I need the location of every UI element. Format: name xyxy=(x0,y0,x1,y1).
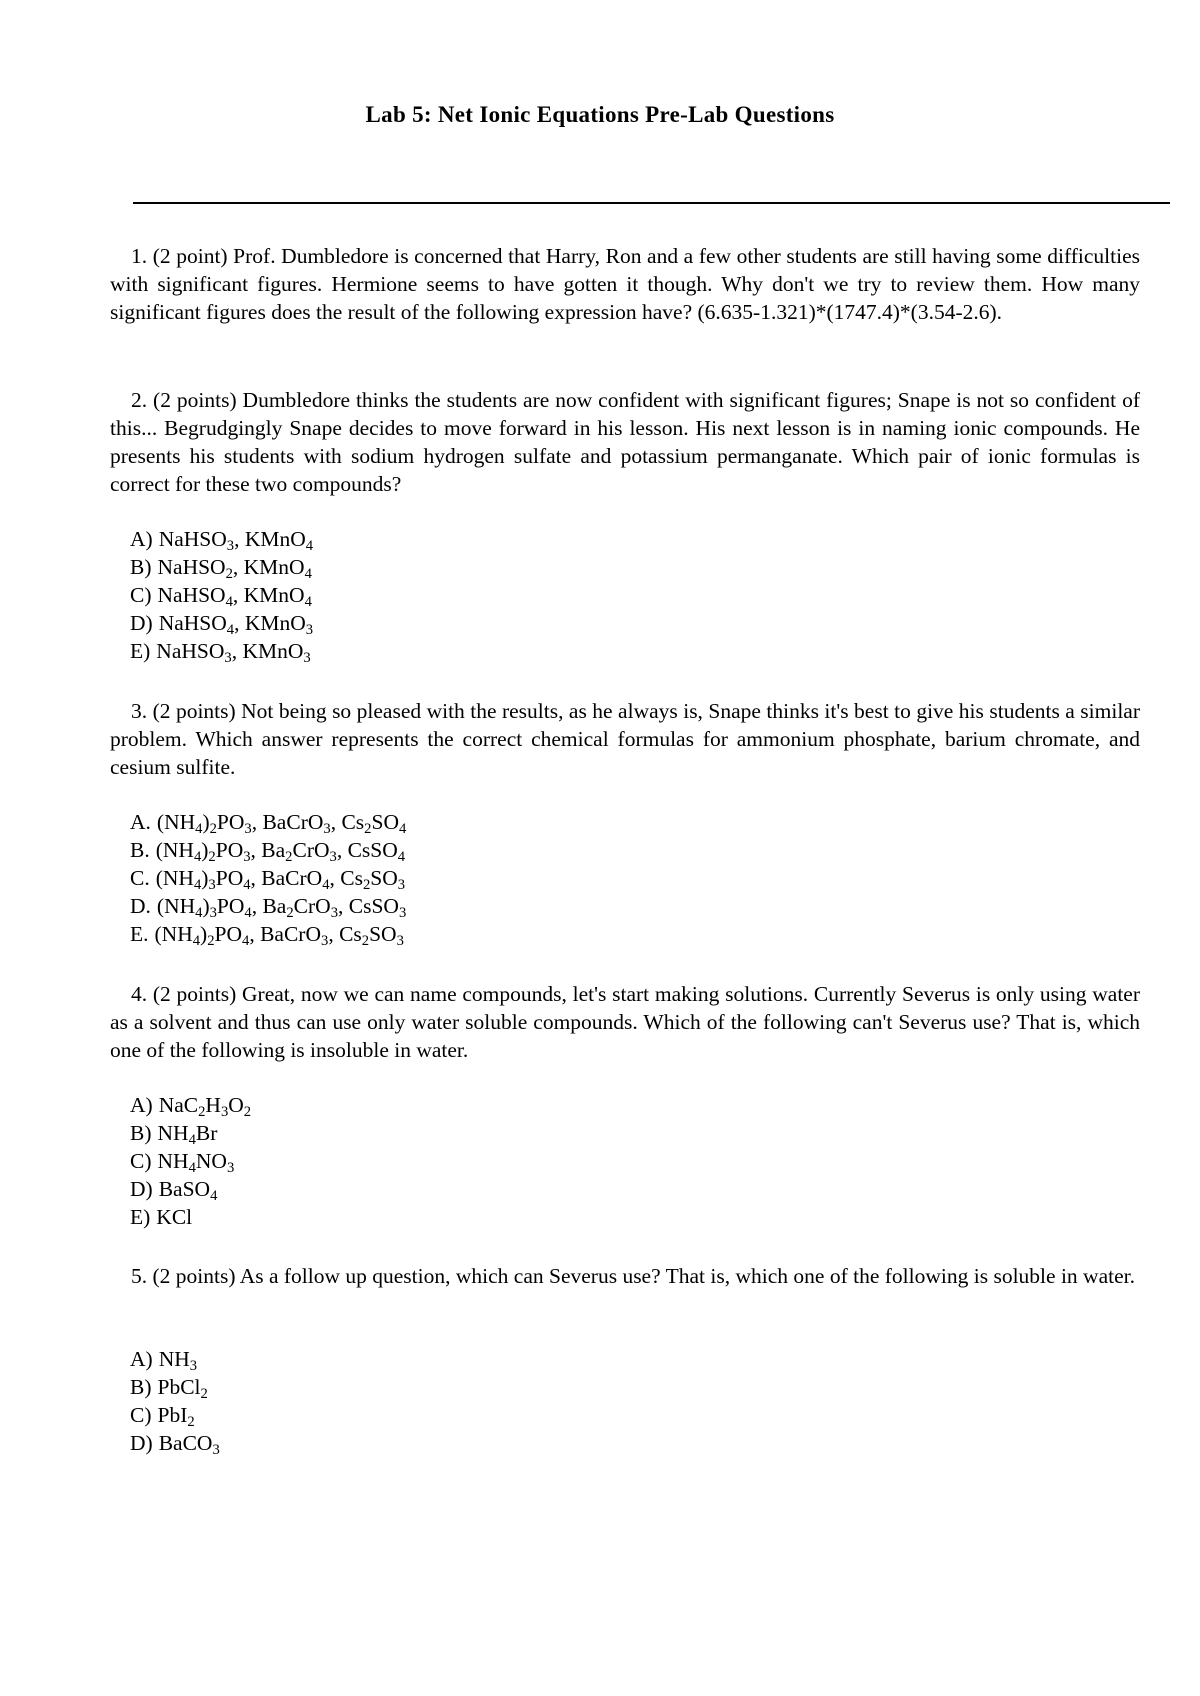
formula-subscript: 2 xyxy=(285,849,293,866)
answer-option xyxy=(130,1119,251,1147)
option-label: A) xyxy=(130,1093,153,1117)
formula-subscript: 4 xyxy=(244,905,252,922)
formula-text: BaCO xyxy=(158,1431,213,1455)
formula-subscript: 4 xyxy=(226,622,235,639)
option-label: B) xyxy=(130,1375,152,1399)
formula-subscript: 4 xyxy=(195,905,203,922)
formula-text: , Cs xyxy=(328,922,362,946)
option-label: E. xyxy=(130,922,149,946)
formula-text: , Ba xyxy=(251,894,287,918)
formula-subscript: 3 xyxy=(397,877,406,894)
formula-text: , CsSO xyxy=(336,838,398,862)
formula-text: (NH xyxy=(156,894,196,918)
formula-subscript: 4 xyxy=(188,1132,196,1149)
formula-text: PO xyxy=(214,922,243,946)
formula-subscript: 4 xyxy=(242,933,250,950)
formula-subscript: 2 xyxy=(187,1414,195,1431)
formula-text: , BaCrO xyxy=(251,810,324,834)
formula-text: SO xyxy=(370,866,398,890)
formula-text: BaSO xyxy=(158,1177,211,1201)
formula-subscript: 3 xyxy=(243,849,251,866)
formula-text: , CsSO xyxy=(338,894,399,918)
option-label: D) xyxy=(130,1431,153,1455)
formula-subscript: 3 xyxy=(220,1104,229,1121)
formula-subscript: 4 xyxy=(304,566,312,583)
chemical-formula xyxy=(156,1205,192,1229)
formula-text: , KMnO xyxy=(234,527,306,551)
chemical-formula xyxy=(156,810,407,838)
option-label: B. xyxy=(130,838,150,862)
answer-option xyxy=(130,581,313,609)
formula-subscript: 3 xyxy=(321,933,329,950)
formula-subscript: 2 xyxy=(286,905,294,922)
formula-text: , Cs xyxy=(329,866,363,890)
formula-subscript: 3 xyxy=(209,905,217,922)
option-label: D) xyxy=(130,611,153,635)
formula-text: NH xyxy=(157,1149,189,1173)
option-label: E) xyxy=(130,1205,151,1229)
answer-option xyxy=(130,609,313,637)
formula-text: SO xyxy=(369,922,397,946)
question-2-text: 2. (2 points) Dumbledore thinks the students are now confident with significant figures; Snape is not so confident of this... Begrudgingly Snape decides to move forward in his lesson. His next lesson is in naming ionic compounds. He presents his students with sodium hydrogen sulfate and potassium permanganate. Which pair of ionic formulas is correct for these two compounds? xyxy=(110,388,1140,496)
option-label: C) xyxy=(130,583,152,607)
formula-subscript: 2 xyxy=(208,849,216,866)
option-label: B) xyxy=(130,555,152,579)
chemical-formula xyxy=(157,555,312,583)
answer-option xyxy=(130,525,313,553)
chemical-formula xyxy=(158,1177,218,1205)
option-label: A) xyxy=(130,527,153,551)
formula-subscript: 4 xyxy=(243,877,251,894)
formula-text: NaHSO xyxy=(156,639,225,663)
formula-subscript: 3 xyxy=(398,905,407,922)
question-4-options xyxy=(130,1091,251,1231)
chemical-formula xyxy=(158,1093,252,1121)
formula-subscript: 2 xyxy=(364,821,372,838)
formula-subscript: 3 xyxy=(330,905,339,922)
formula-subscript: 3 xyxy=(189,1358,198,1375)
option-label: A) xyxy=(130,1347,153,1371)
formula-subscript: 4 xyxy=(304,594,312,611)
formula-text: , Ba xyxy=(250,838,286,862)
chemical-formula xyxy=(158,1431,220,1459)
answer-option xyxy=(130,836,406,864)
formula-subscript: 2 xyxy=(209,821,217,838)
formula-text: PO xyxy=(215,866,244,890)
answer-option xyxy=(130,553,313,581)
formula-subscript: 4 xyxy=(305,538,314,555)
answer-option xyxy=(130,920,406,948)
formula-text: , KMnO xyxy=(231,639,304,663)
chemical-formula xyxy=(157,1149,235,1177)
formula-text: (NH xyxy=(155,838,194,862)
formula-subscript: 2 xyxy=(362,877,371,894)
formula-subscript: 3 xyxy=(329,849,337,866)
formula-text: ) xyxy=(200,922,208,946)
option-label: D. xyxy=(130,894,151,918)
question-5-options xyxy=(130,1345,220,1457)
formula-subscript: 4 xyxy=(322,877,330,894)
formula-text: PO xyxy=(215,838,244,862)
formula-text: PbCl xyxy=(157,1375,201,1399)
formula-text: NH xyxy=(158,1347,190,1371)
answer-option xyxy=(130,1373,220,1401)
formula-text: PO xyxy=(216,810,245,834)
formula-text: NaC xyxy=(158,1093,199,1117)
chemical-formula xyxy=(157,583,312,611)
chemical-formula xyxy=(156,894,407,922)
answer-option xyxy=(130,892,406,920)
chemical-formula xyxy=(155,838,406,866)
formula-subscript: 4 xyxy=(210,1188,218,1205)
formula-subscript: 2 xyxy=(225,566,233,583)
formula-subscript: 3 xyxy=(303,650,311,667)
formula-text: PO xyxy=(216,894,245,918)
formula-subscript: 3 xyxy=(224,650,232,667)
formula-text: (NH xyxy=(155,866,194,890)
formula-subscript: 2 xyxy=(361,933,370,950)
question-2-options xyxy=(130,525,313,665)
formula-text: , KMnO xyxy=(232,555,305,579)
question-5-text: 5. (2 points) As a follow up question, which can Severus use? That is, which one of the following is soluble in water. xyxy=(131,1264,1135,1288)
formula-text: ) xyxy=(201,838,209,862)
answer-option xyxy=(130,1147,251,1175)
formula-subscript: 4 xyxy=(398,821,407,838)
chemical-formula xyxy=(157,1375,208,1403)
answer-option xyxy=(130,1401,220,1429)
formula-subscript: 3 xyxy=(323,821,331,838)
formula-subscript: 4 xyxy=(397,849,406,866)
formula-text: , KMnO xyxy=(234,611,306,635)
formula-text: NH xyxy=(157,1121,189,1145)
formula-text: NaHSO xyxy=(157,583,226,607)
formula-text: SO xyxy=(371,810,399,834)
formula-subscript: 4 xyxy=(188,1160,196,1177)
chemical-formula xyxy=(154,922,404,950)
option-label: D) xyxy=(130,1177,153,1201)
chemical-formula xyxy=(158,1347,198,1375)
formula-subscript: 2 xyxy=(198,1104,206,1121)
formula-subscript: 4 xyxy=(193,849,202,866)
formula-subscript: 4 xyxy=(225,594,233,611)
answer-option xyxy=(130,637,313,665)
chemical-formula xyxy=(155,866,406,894)
formula-text: (NH xyxy=(154,922,193,946)
question-4-text: 4. (2 points) Great, now we can name compounds, let's start making solutions. Currently Severus is only using water as a solvent and thus can use only water soluble compounds. Which of the following can't Severus use? That is, which one of the following is insoluble in water. xyxy=(110,982,1140,1062)
option-label: C) xyxy=(130,1403,152,1427)
option-label: C. xyxy=(130,866,150,890)
answer-option xyxy=(130,1429,220,1457)
formula-text: , KMnO xyxy=(232,583,305,607)
chemical-formula xyxy=(158,611,314,639)
answer-option xyxy=(130,1091,251,1119)
formula-text: NaHSO xyxy=(158,527,227,551)
answer-option xyxy=(130,1175,251,1203)
formula-text: PbI xyxy=(157,1403,188,1427)
formula-subscript: 2 xyxy=(207,933,215,950)
formula-text: , Cs xyxy=(330,810,365,834)
formula-text: ) xyxy=(202,810,210,834)
formula-subscript: 3 xyxy=(212,1442,220,1459)
formula-text: O xyxy=(228,1093,244,1117)
question-3-text: 3. (2 points) Not being so pleased with the results, as he always is, Snape thinks it's best to give his students a similar problem. Which answer represents the correct chemical formulas for ammonium phosphate, barium chromate, and cesium sulfite. xyxy=(110,699,1140,779)
chemical-formula xyxy=(158,527,314,555)
formula-text: (NH xyxy=(156,810,196,834)
answer-option xyxy=(130,864,406,892)
formula-subscript: 3 xyxy=(396,933,404,950)
answer-option xyxy=(130,808,406,836)
formula-text: KCl xyxy=(156,1205,193,1229)
formula-text: NO xyxy=(195,1149,227,1173)
option-label: A. xyxy=(130,810,151,834)
question-3-options xyxy=(130,808,406,948)
answer-option xyxy=(130,1345,220,1373)
formula-subscript: 3 xyxy=(305,622,314,639)
formula-subscript: 4 xyxy=(192,933,201,950)
formula-subscript: 2 xyxy=(243,1104,252,1121)
formula-subscript: 4 xyxy=(195,821,203,838)
formula-text: ) xyxy=(201,866,209,890)
formula-text: NaHSO xyxy=(158,611,227,635)
formula-text: Br xyxy=(195,1121,218,1145)
chemical-formula xyxy=(157,1121,218,1149)
formula-text: CrO xyxy=(292,838,330,862)
answer-option xyxy=(130,1203,251,1231)
chemical-formula xyxy=(157,1403,195,1431)
title-rule xyxy=(133,202,1170,204)
formula-text: , BaCrO xyxy=(249,922,321,946)
formula-subscript: 3 xyxy=(208,877,216,894)
option-label: B) xyxy=(130,1121,152,1145)
formula-subscript: 3 xyxy=(244,821,252,838)
formula-text: CrO xyxy=(293,894,331,918)
formula-subscript: 4 xyxy=(193,877,202,894)
chemical-formula xyxy=(156,639,311,667)
option-label: C) xyxy=(130,1149,152,1173)
option-label: E) xyxy=(130,639,151,663)
formula-subscript: 2 xyxy=(200,1386,208,1403)
formula-text: H xyxy=(205,1093,221,1117)
formula-subscript: 3 xyxy=(226,538,235,555)
formula-subscript: 3 xyxy=(226,1160,235,1177)
formula-text: ) xyxy=(202,894,210,918)
formula-text: , BaCrO xyxy=(250,866,323,890)
page-title: Lab 5: Net Ionic Equations Pre-Lab Questions xyxy=(365,102,835,127)
question-1-text: 1. (2 point) Prof. Dumbledore is concerned that Harry, Ron and a few other students are still having some difficulties with significant figures. Hermione seems to have gotten it though. Why don't we try to review them. How many significant figures does the result of the following expression have? (6.635-1.321)*(1747.4)*(3.54-2.6). xyxy=(110,244,1140,324)
formula-text: NaHSO xyxy=(157,555,226,579)
